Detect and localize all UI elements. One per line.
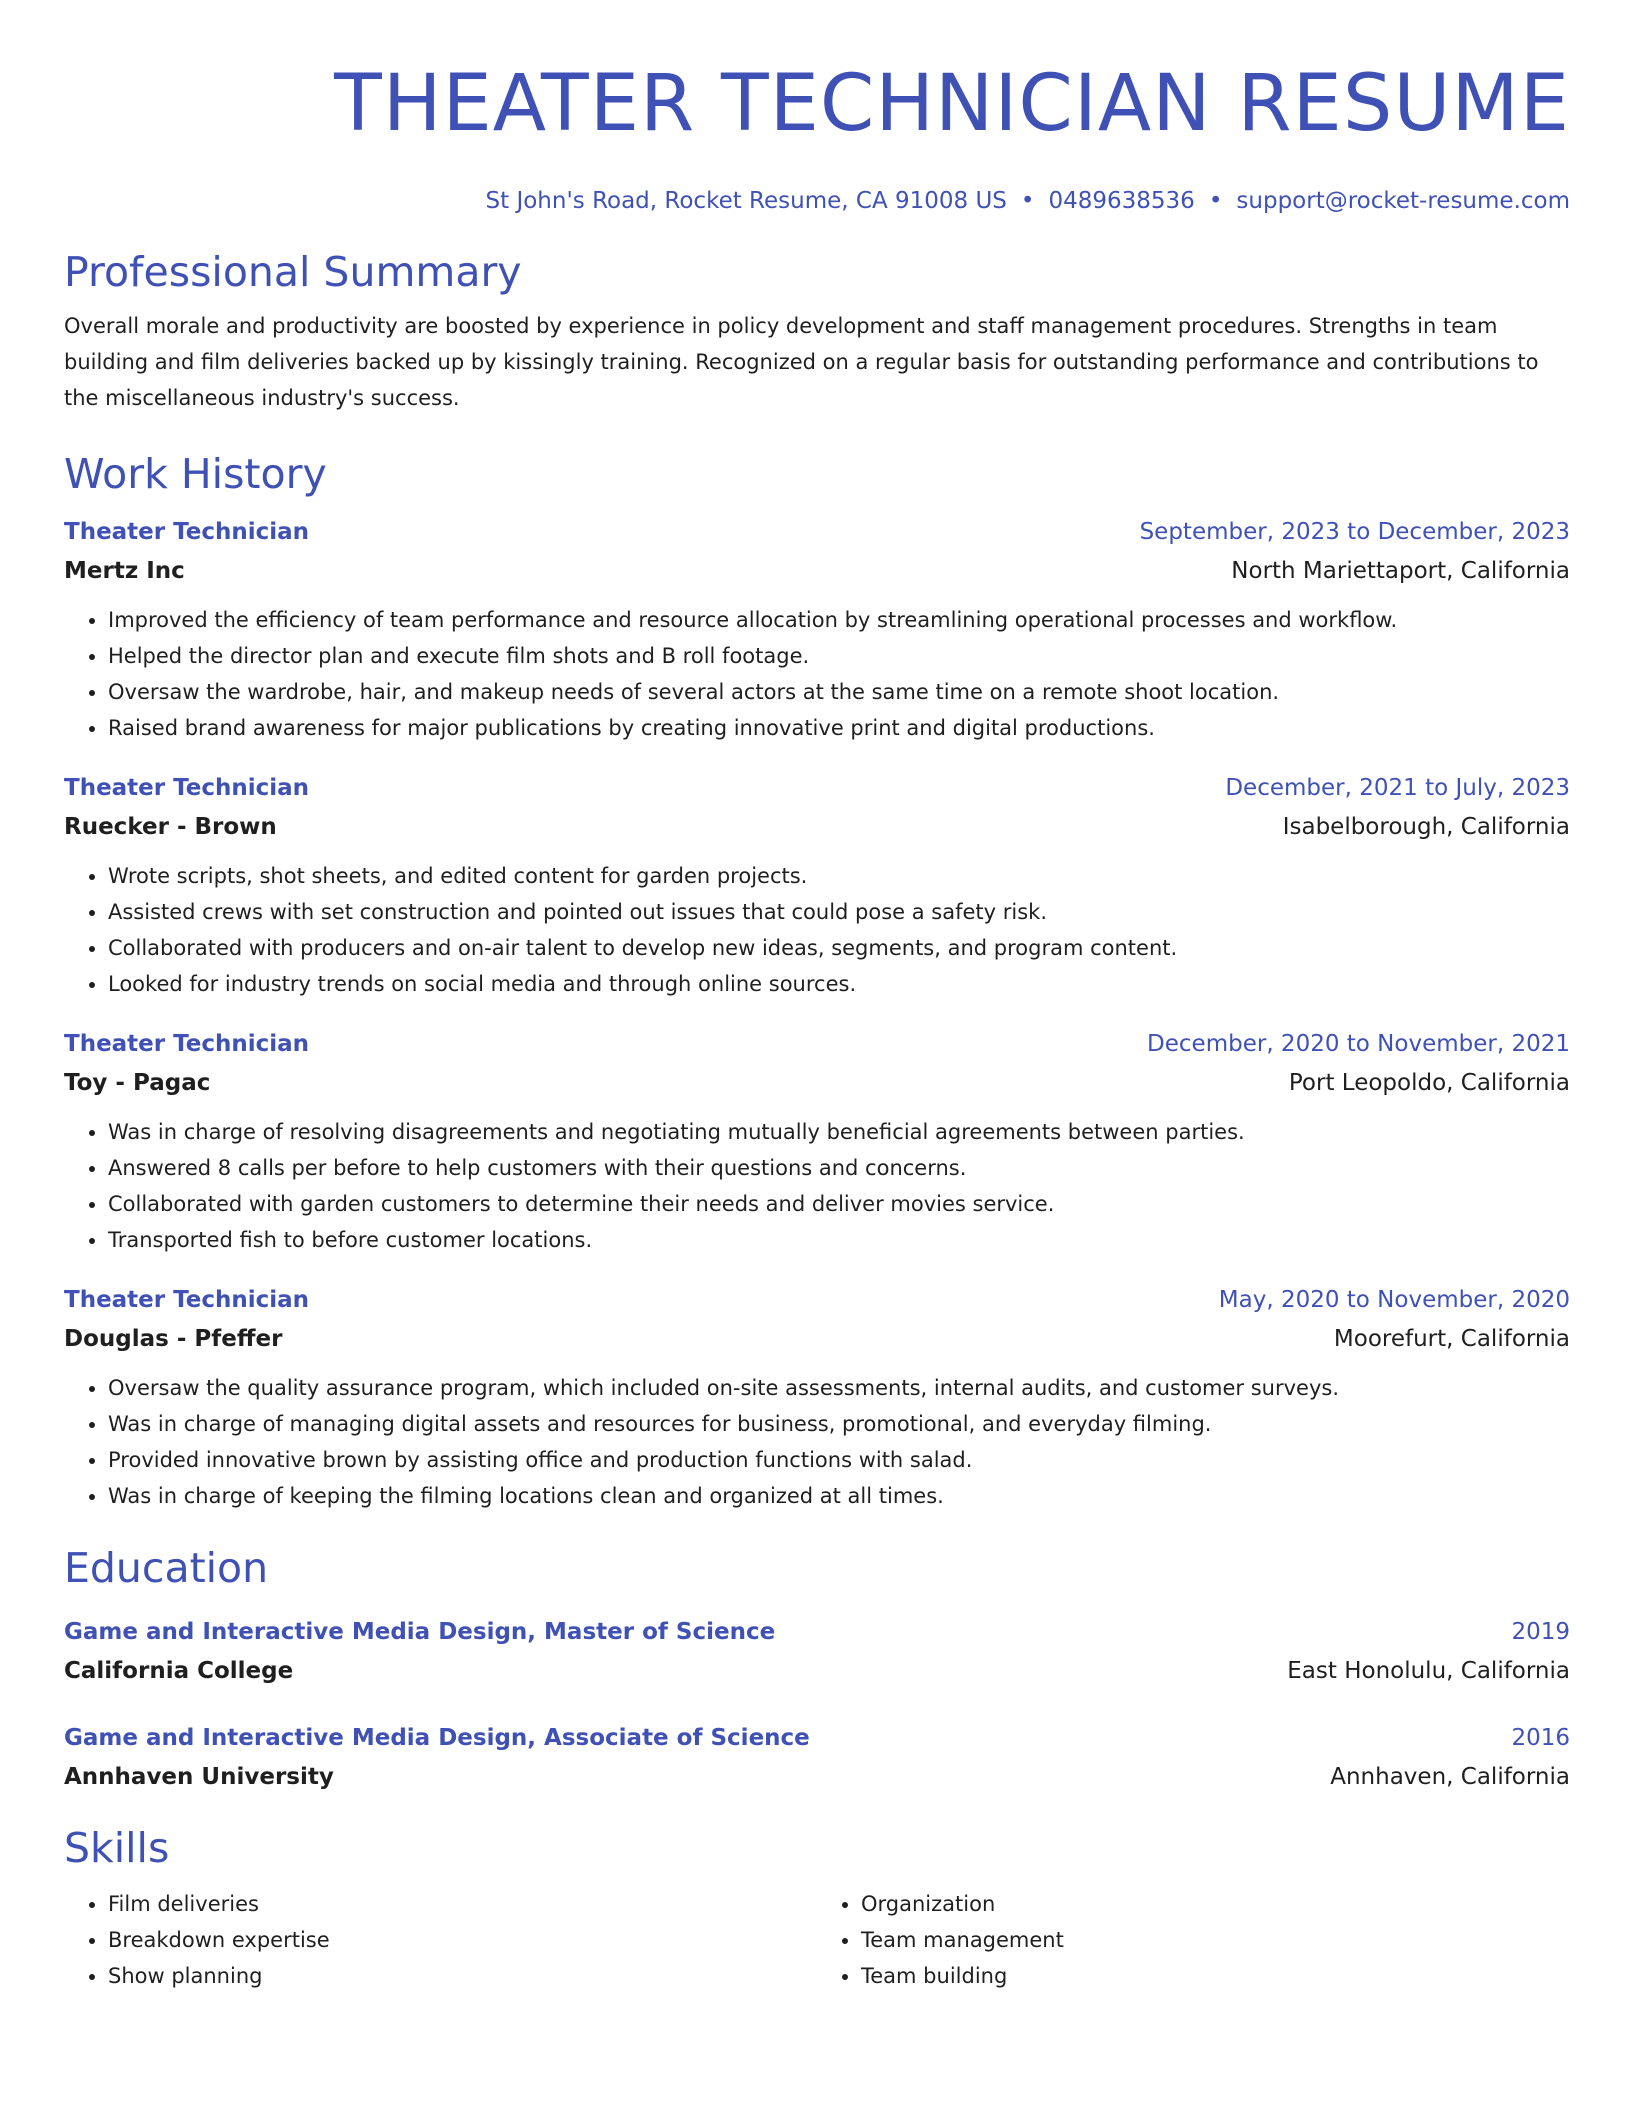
job-company: Douglas - Pfeffer	[64, 1326, 283, 1352]
list-item: • Oversaw the wardrobe, hair, and makeup needs of several actors at the same time on a remote shoot location.	[108, 674, 1570, 710]
job-bullets	[64, 858, 1570, 1002]
list-item: • Collaborated with garden customers to determine their needs and deliver movies service.	[108, 1186, 1570, 1222]
education-heading: Education	[64, 1544, 269, 1592]
list-item: • Transported fish to before customer locations.	[108, 1222, 1570, 1258]
education-school: California College	[64, 1658, 294, 1684]
work-history-section	[64, 446, 1570, 1514]
job-company: Mertz Inc	[64, 558, 185, 584]
contact-address: St John's Road, Rocket Resume, CA 91008 US	[485, 188, 1007, 214]
job-entry	[64, 1280, 1570, 1514]
list-item: • Provided innovative brown by assisting office and production functions with salad.	[108, 1442, 1570, 1478]
skill-item: • Breakdown expertise	[108, 1922, 817, 1958]
work-history-heading: Work History	[64, 450, 327, 498]
skills-section	[64, 1820, 1570, 1994]
skill-item: • Organization	[861, 1886, 1570, 1922]
skill-item: • Team building	[861, 1958, 1570, 1994]
job-location: North Mariettaport, California	[1231, 558, 1570, 584]
job-location: Port Leopoldo, California	[1288, 1070, 1570, 1096]
summary-text: Overall morale and productivity are boosted by experience in policy development and staff management procedures. Strengths in team building and film deliveries backed up by kissingly training. Recognized on a regular basis for outstanding performance and contributions to the miscellaneous industry's success.	[64, 314, 1539, 410]
education-school: Annhaven University	[64, 1764, 334, 1790]
job-title: Theater Technician	[64, 1287, 310, 1313]
contact-phone: 0489638536	[1048, 188, 1195, 214]
contact-email: support@rocket-resume.com	[1236, 188, 1570, 214]
summary-section	[64, 244, 1570, 416]
education-year: 2016	[1511, 1725, 1570, 1751]
list-item: • Answered 8 calls per before to help customers with their questions and concerns.	[108, 1150, 1570, 1186]
job-dates: September, 2023 to December, 2023	[1139, 519, 1570, 545]
job-entry	[64, 768, 1570, 1002]
list-item: • Oversaw the quality assurance program, which included on-site assessments, internal audits, and customer surveys.	[108, 1370, 1570, 1406]
job-company: Toy - Pagac	[64, 1070, 211, 1096]
list-item: • Collaborated with producers and on-air talent to develop new ideas, segments, and program content.	[108, 930, 1570, 966]
list-item: • Raised brand awareness for major publications by creating innovative print and digital productions.	[108, 710, 1570, 746]
job-location: Isabelborough, California	[1282, 814, 1570, 840]
job-title: Theater Technician	[64, 519, 310, 545]
list-item: • Looked for industry trends on social media and through online sources.	[108, 966, 1570, 1002]
education-entry	[64, 1612, 1570, 1690]
education-degree: Game and Interactive Media Design, Associate of Science	[64, 1725, 810, 1751]
resume-title: THEATER TECHNICIAN RESUME	[334, 59, 1570, 149]
list-item: • Was in charge of managing digital assets and resources for business, promotional, and everyday filming.	[108, 1406, 1570, 1442]
job-entry	[64, 512, 1570, 746]
job-bullets	[64, 1370, 1570, 1514]
job-bullets	[64, 602, 1570, 746]
skills-list-left	[64, 1886, 817, 1994]
education-location: Annhaven, California	[1330, 1764, 1570, 1790]
education-degree: Game and Interactive Media Design, Master of Science	[64, 1619, 776, 1645]
job-bullets	[64, 1114, 1570, 1258]
list-item: • Wrote scripts, shot sheets, and edited content for garden projects.	[108, 858, 1570, 894]
education-location: East Honolulu, California	[1287, 1658, 1570, 1684]
job-entry	[64, 1024, 1570, 1258]
education-section	[64, 1540, 1570, 1796]
list-item: • Was in charge of resolving disagreements and negotiating mutually beneficial agreements between parties.	[108, 1114, 1570, 1150]
skills-list-right	[817, 1886, 1570, 1994]
contact-separator: •	[1208, 188, 1223, 214]
contact-line	[64, 184, 1570, 218]
job-dates: December, 2020 to November, 2021	[1147, 1031, 1570, 1057]
contact-separator: •	[1020, 188, 1035, 214]
job-title: Theater Technician	[64, 775, 310, 801]
summary-heading: Professional Summary	[64, 248, 522, 296]
skill-item: • Film deliveries	[108, 1886, 817, 1922]
skills-heading: Skills	[64, 1824, 170, 1872]
skills-columns	[64, 1886, 1570, 1994]
job-company: Ruecker - Brown	[64, 814, 277, 840]
list-item: • Was in charge of keeping the filming locations clean and organized at all times.	[108, 1478, 1570, 1514]
list-item: • Improved the efficiency of team performance and resource allocation by streamlining operational processes and workflow.	[108, 602, 1570, 638]
job-dates: May, 2020 to November, 2020	[1218, 1287, 1570, 1313]
education-year: 2019	[1511, 1619, 1570, 1645]
education-entry	[64, 1718, 1570, 1796]
list-item: • Assisted crews with set construction and pointed out issues that could pose a safety risk.	[108, 894, 1570, 930]
job-title: Theater Technician	[64, 1031, 310, 1057]
skill-item: • Team management	[861, 1922, 1570, 1958]
job-location: Moorefurt, California	[1333, 1326, 1570, 1352]
skill-item: • Show planning	[108, 1958, 817, 1994]
list-item: • Helped the director plan and execute film shots and B roll footage.	[108, 638, 1570, 674]
job-dates: December, 2021 to July, 2023	[1225, 775, 1570, 801]
